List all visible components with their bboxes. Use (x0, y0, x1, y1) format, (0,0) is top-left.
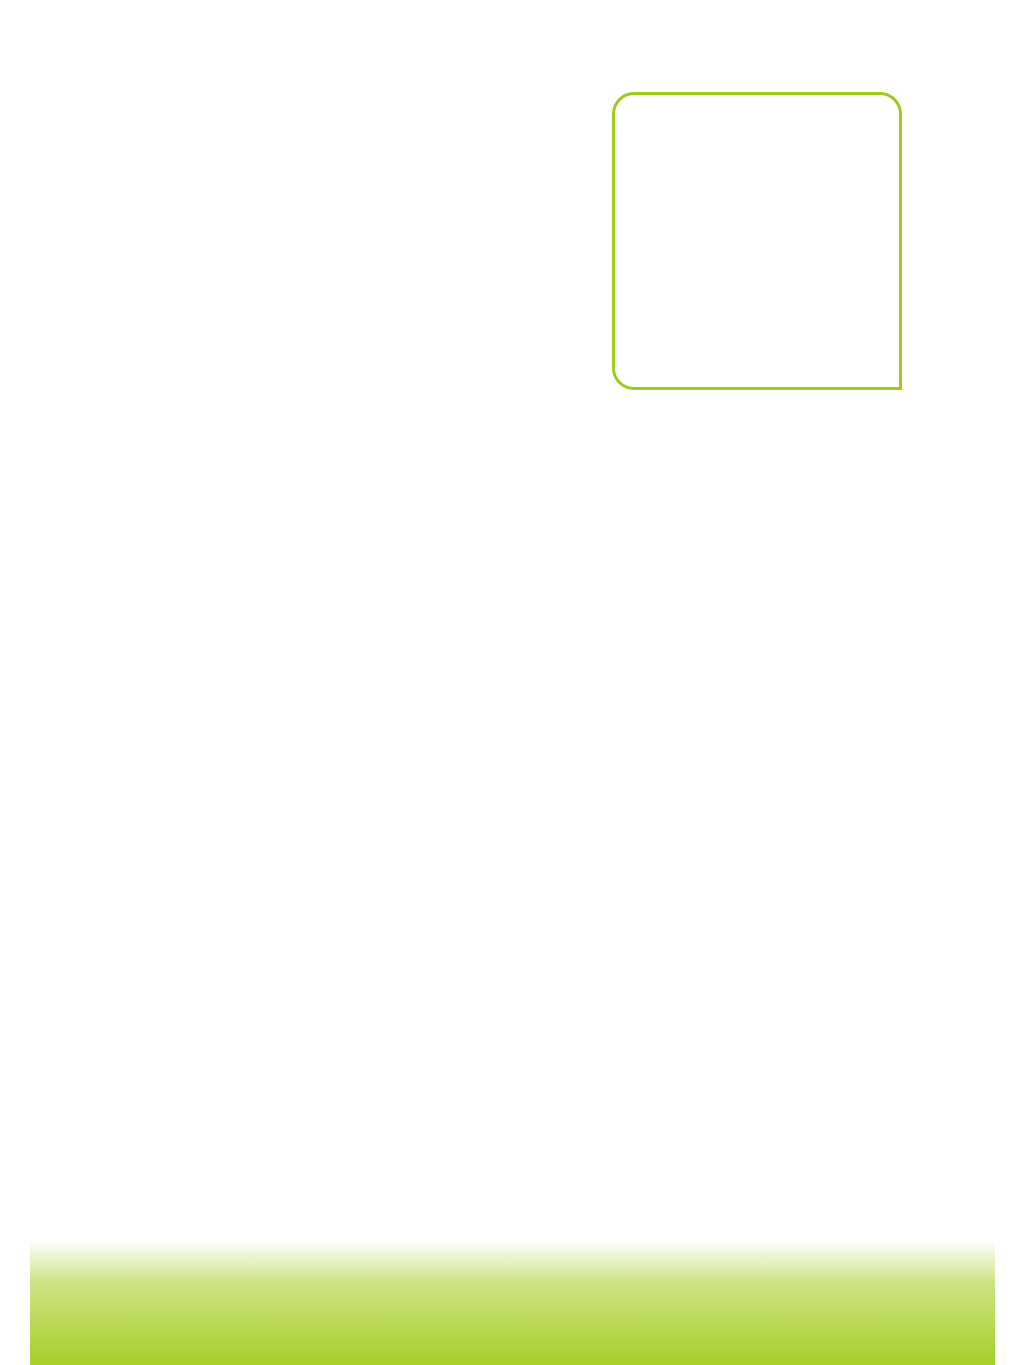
tongue-twister-box (612, 92, 902, 390)
footer-band (30, 1240, 995, 1365)
